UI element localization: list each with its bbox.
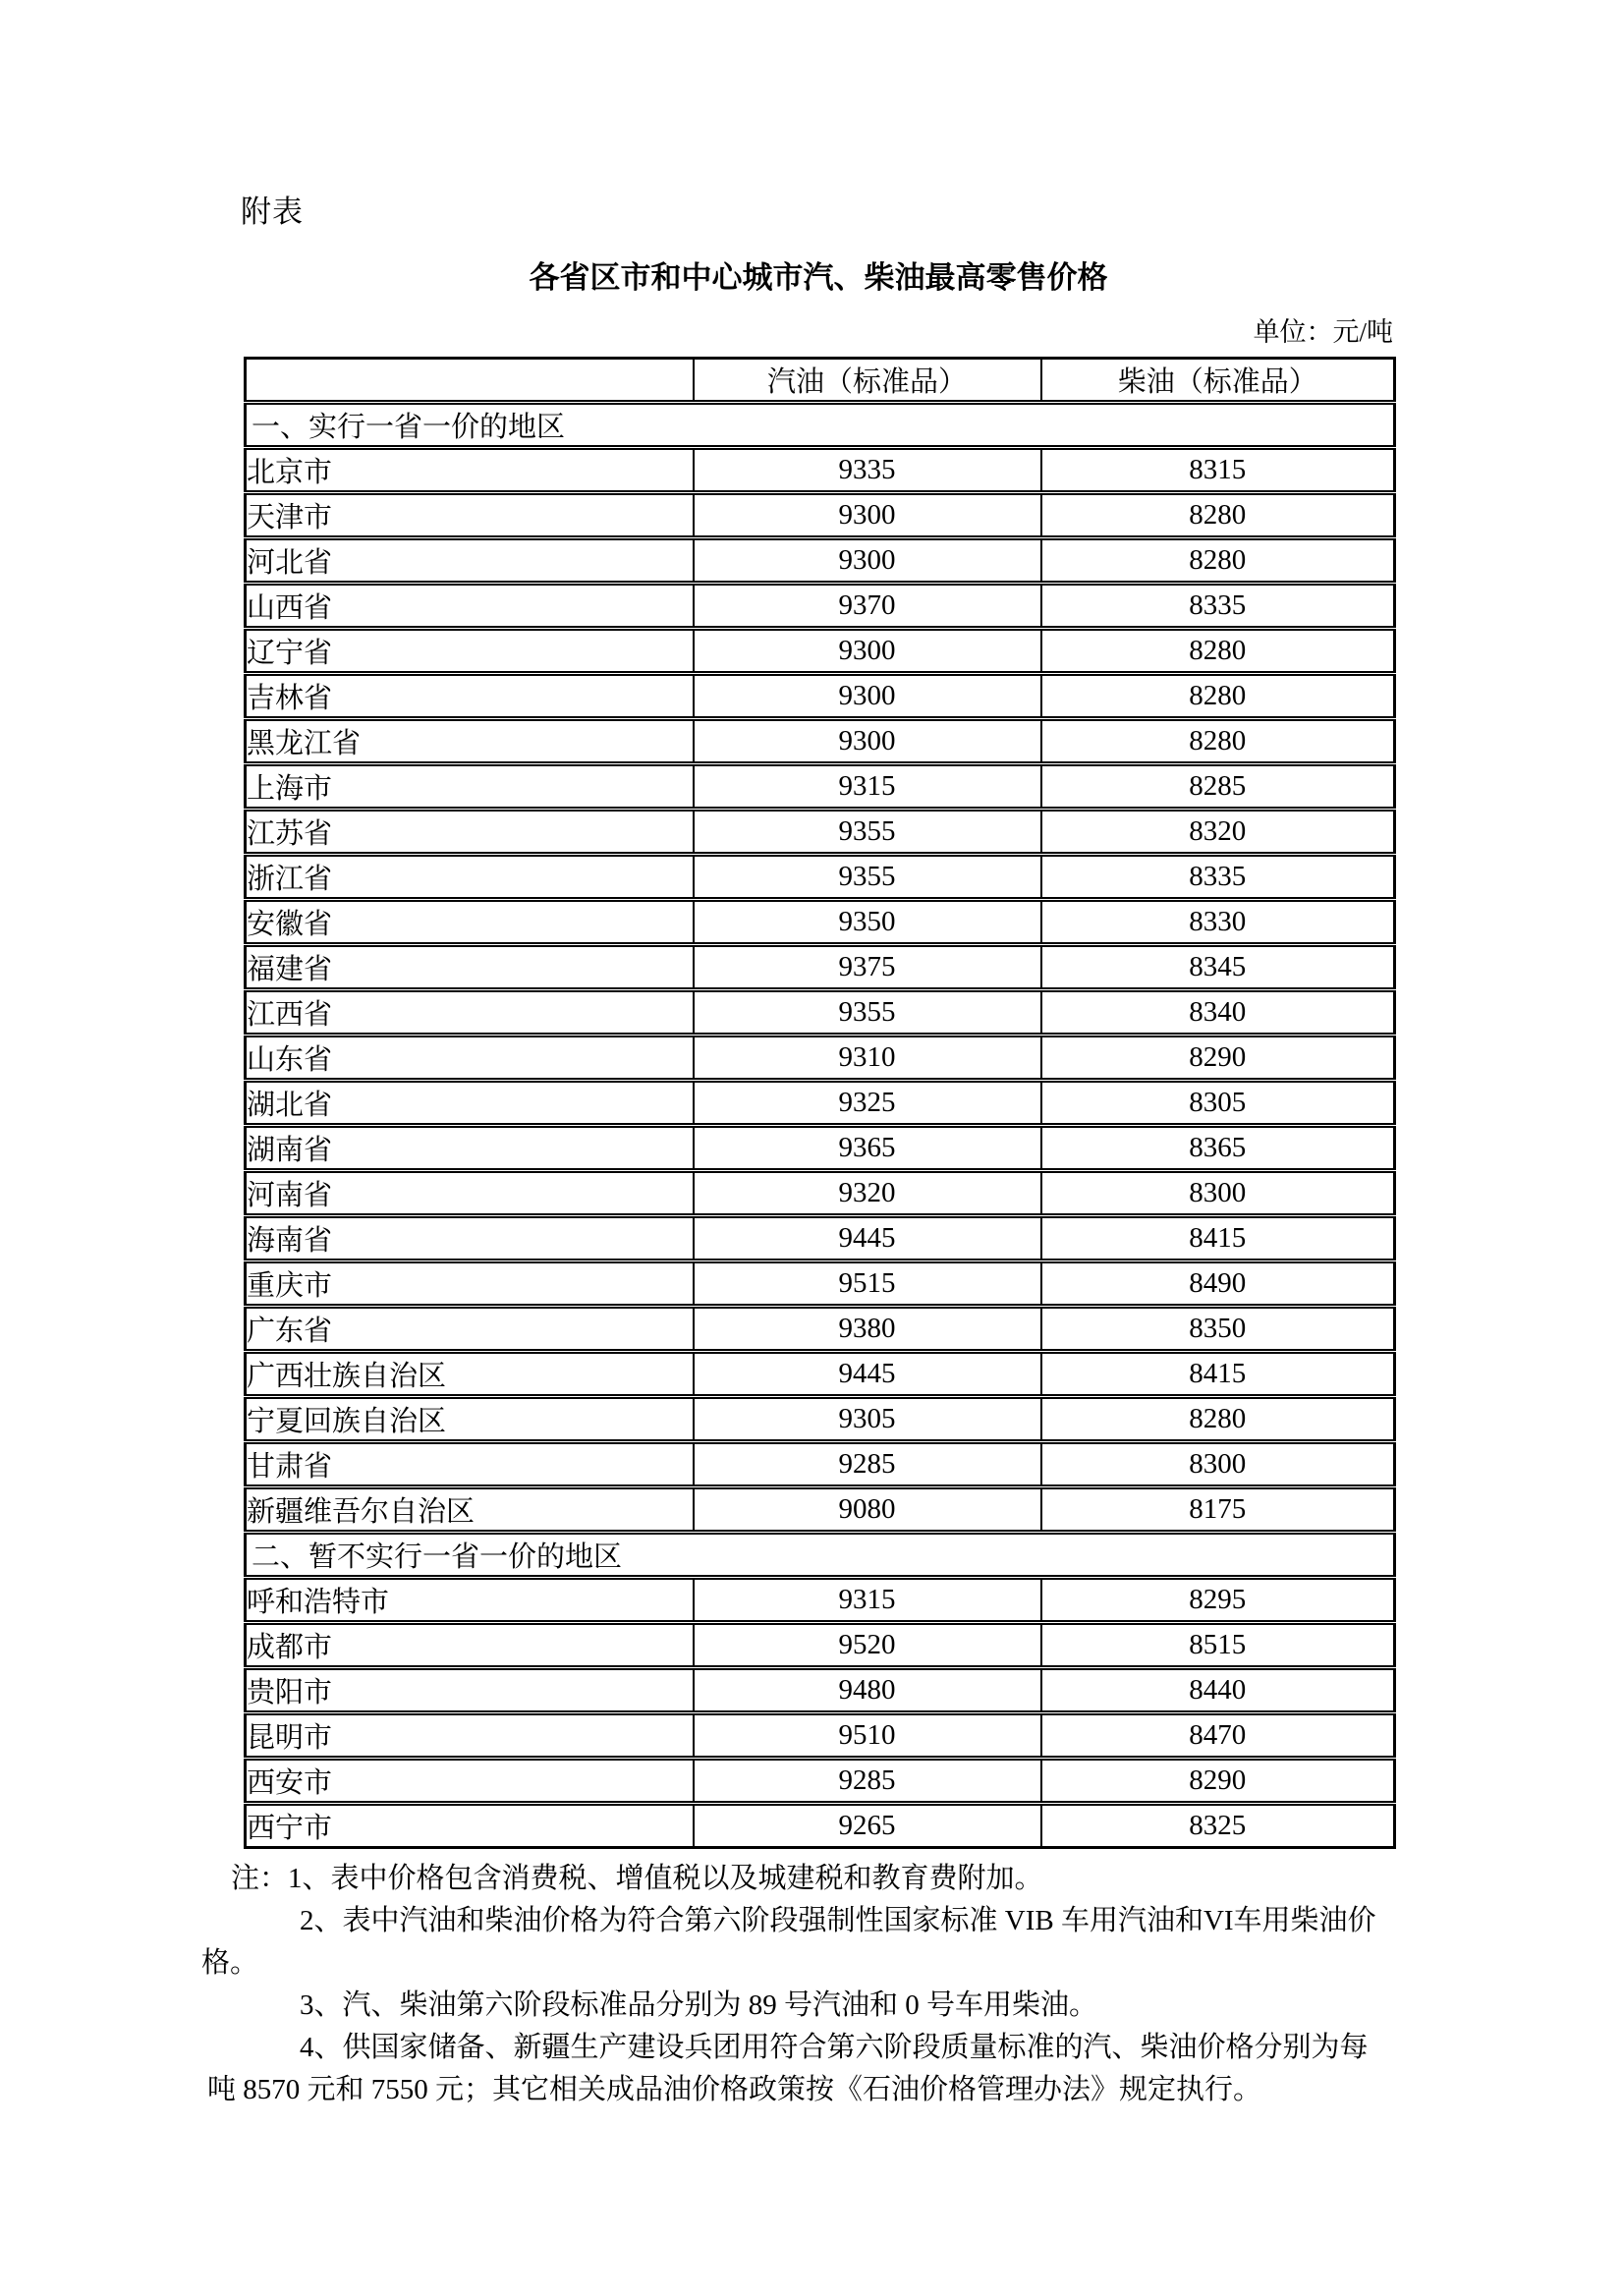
gasoline-cell: 9355 [694, 855, 1041, 900]
diesel-cell: 8300 [1041, 1171, 1395, 1216]
diesel-cell: 8415 [1041, 1216, 1395, 1261]
region-cell: 福建省 [246, 945, 694, 990]
diesel-cell: 8415 [1041, 1352, 1395, 1397]
note-line: 2、表中汽油和柴油价格为符合第六阶段强制性国家标准 VIB 车用汽油和VI车用柴油价 [300, 1905, 1376, 1936]
section-header-row [246, 1533, 1395, 1578]
region-cell: 重庆市 [246, 1261, 694, 1307]
gasoline-cell: 9300 [694, 493, 1041, 538]
gasoline-cell: 9300 [694, 719, 1041, 764]
gasoline-cell: 9520 [694, 1623, 1041, 1668]
region-cell: 山东省 [246, 1036, 694, 1081]
table-row [246, 1623, 1395, 1668]
region-cell: 山西省 [246, 584, 694, 629]
diesel-cell: 8280 [1041, 493, 1395, 538]
table-row [246, 448, 1395, 493]
table-row [246, 1804, 1395, 1848]
region-cell: 广西壮族自治区 [246, 1352, 694, 1397]
gasoline-cell: 9335 [694, 448, 1041, 493]
note-line: 注：1、表中价格包含消费税、增值税以及城建税和教育费附加。 [231, 1863, 1043, 1894]
table-row [246, 945, 1395, 990]
gasoline-cell: 9285 [694, 1759, 1041, 1804]
region-cell: 天津市 [246, 493, 694, 538]
diesel-cell: 8285 [1041, 764, 1395, 810]
table-row [246, 764, 1395, 810]
region-cell: 江苏省 [246, 810, 694, 855]
gasoline-cell: 9375 [694, 945, 1041, 990]
region-cell: 海南省 [246, 1216, 694, 1261]
gasoline-cell: 9325 [694, 1081, 1041, 1126]
table-row [246, 1171, 1395, 1216]
diesel-cell: 8350 [1041, 1307, 1395, 1352]
header-gasoline: 汽油（标准品） [694, 359, 1041, 403]
region-cell: 昆明市 [246, 1713, 694, 1759]
section-header-label: 二、暂不实行一省一价的地区 [246, 1533, 1395, 1578]
gasoline-cell: 9305 [694, 1397, 1041, 1442]
gasoline-cell: 9355 [694, 990, 1041, 1036]
table-row [246, 629, 1395, 674]
diesel-cell: 8440 [1041, 1668, 1395, 1713]
table-row [246, 584, 1395, 629]
note-line: 吨 8570 元和 7550 元；其它相关成品油价格政策按《石油价格管理办法》规定执行。 [207, 2074, 1262, 2105]
diesel-cell: 8280 [1041, 674, 1395, 719]
table-row [246, 810, 1395, 855]
table-row [246, 1307, 1395, 1352]
gasoline-cell: 9365 [694, 1126, 1041, 1171]
table-row [246, 1036, 1395, 1081]
gasoline-cell: 9310 [694, 1036, 1041, 1081]
price-table [244, 357, 1396, 1849]
gasoline-cell: 9285 [694, 1442, 1041, 1487]
table-row [246, 1397, 1395, 1442]
diesel-cell: 8340 [1041, 990, 1395, 1036]
diesel-cell: 8335 [1041, 855, 1395, 900]
diesel-cell: 8295 [1041, 1578, 1395, 1623]
region-cell: 吉林省 [246, 674, 694, 719]
gasoline-cell: 9320 [694, 1171, 1041, 1216]
table-header-row [246, 359, 1395, 403]
diesel-cell: 8325 [1041, 1804, 1395, 1848]
table-row [246, 1713, 1395, 1759]
diesel-cell: 8315 [1041, 448, 1395, 493]
diesel-cell: 8300 [1041, 1442, 1395, 1487]
diesel-cell: 8280 [1041, 719, 1395, 764]
gasoline-cell: 9300 [694, 674, 1041, 719]
table-row [246, 1261, 1395, 1307]
region-cell: 浙江省 [246, 855, 694, 900]
gasoline-cell: 9265 [694, 1804, 1041, 1848]
appendix-label: 附表 [241, 195, 304, 229]
gasoline-cell: 9380 [694, 1307, 1041, 1352]
region-cell: 辽宁省 [246, 629, 694, 674]
gasoline-cell: 9445 [694, 1216, 1041, 1261]
note-line: 格。 [201, 1947, 259, 1979]
header-diesel: 柴油（标准品） [1041, 359, 1395, 403]
diesel-cell: 8365 [1041, 1126, 1395, 1171]
table-row [246, 855, 1395, 900]
section-header-label: 一、实行一省一价的地区 [246, 403, 1395, 448]
region-cell: 贵阳市 [246, 1668, 694, 1713]
region-cell: 成都市 [246, 1623, 694, 1668]
section-header-row [246, 403, 1395, 448]
gasoline-cell: 9350 [694, 900, 1041, 945]
table-row [246, 900, 1395, 945]
note-line: 3、汽、柴油第六阶段标准品分别为 89 号汽油和 0 号车用柴油。 [300, 1989, 1098, 2021]
diesel-cell: 8515 [1041, 1623, 1395, 1668]
gasoline-cell: 9300 [694, 629, 1041, 674]
table-row [246, 1442, 1395, 1487]
region-cell: 湖南省 [246, 1126, 694, 1171]
diesel-cell: 8470 [1041, 1713, 1395, 1759]
table-row [246, 674, 1395, 719]
region-cell: 安徽省 [246, 900, 694, 945]
region-cell: 黑龙江省 [246, 719, 694, 764]
region-cell: 甘肃省 [246, 1442, 694, 1487]
gasoline-cell: 9315 [694, 764, 1041, 810]
diesel-cell: 8345 [1041, 945, 1395, 990]
region-cell: 西安市 [246, 1759, 694, 1804]
diesel-cell: 8320 [1041, 810, 1395, 855]
diesel-cell: 8280 [1041, 629, 1395, 674]
table-row [246, 1216, 1395, 1261]
region-cell: 江西省 [246, 990, 694, 1036]
region-cell: 河南省 [246, 1171, 694, 1216]
diesel-cell: 8175 [1041, 1487, 1395, 1533]
table-row [246, 1487, 1395, 1533]
diesel-cell: 8490 [1041, 1261, 1395, 1307]
region-cell: 广东省 [246, 1307, 694, 1352]
region-cell: 新疆维吾尔自治区 [246, 1487, 694, 1533]
table-row [246, 1578, 1395, 1623]
table-row [246, 719, 1395, 764]
unit-label: 单位：元/吨 [1253, 317, 1393, 347]
diesel-cell: 8280 [1041, 1397, 1395, 1442]
gasoline-cell: 9510 [694, 1713, 1041, 1759]
table-row [246, 1352, 1395, 1397]
gasoline-cell: 9370 [694, 584, 1041, 629]
note-line: 4、供国家储备、新疆生产建设兵团用符合第六阶段质量标准的汽、柴油价格分别为每 [300, 2032, 1369, 2063]
region-cell: 西宁市 [246, 1804, 694, 1848]
region-cell: 宁夏回族自治区 [246, 1397, 694, 1442]
diesel-cell: 8290 [1041, 1759, 1395, 1804]
table-row [246, 990, 1395, 1036]
diesel-cell: 8290 [1041, 1036, 1395, 1081]
table-row [246, 1081, 1395, 1126]
header-region-blank [246, 359, 694, 403]
region-cell: 北京市 [246, 448, 694, 493]
diesel-cell: 8330 [1041, 900, 1395, 945]
table-row [246, 493, 1395, 538]
gasoline-cell: 9300 [694, 538, 1041, 584]
gasoline-cell: 9515 [694, 1261, 1041, 1307]
table-row [246, 1759, 1395, 1804]
gasoline-cell: 9445 [694, 1352, 1041, 1397]
diesel-cell: 8305 [1041, 1081, 1395, 1126]
region-cell: 上海市 [246, 764, 694, 810]
region-cell: 湖北省 [246, 1081, 694, 1126]
region-cell: 河北省 [246, 538, 694, 584]
table-row [246, 1126, 1395, 1171]
diesel-cell: 8335 [1041, 584, 1395, 629]
gasoline-cell: 9080 [694, 1487, 1041, 1533]
gasoline-cell: 9355 [694, 810, 1041, 855]
table-row [246, 1668, 1395, 1713]
table-row [246, 538, 1395, 584]
diesel-cell: 8280 [1041, 538, 1395, 584]
document-title: 各省区市和中心城市汽、柴油最高零售价格 [529, 260, 1108, 295]
notes-block [201, 1858, 1422, 2111]
gasoline-cell: 9315 [694, 1578, 1041, 1623]
gasoline-cell: 9480 [694, 1668, 1041, 1713]
region-cell: 呼和浩特市 [246, 1578, 694, 1623]
